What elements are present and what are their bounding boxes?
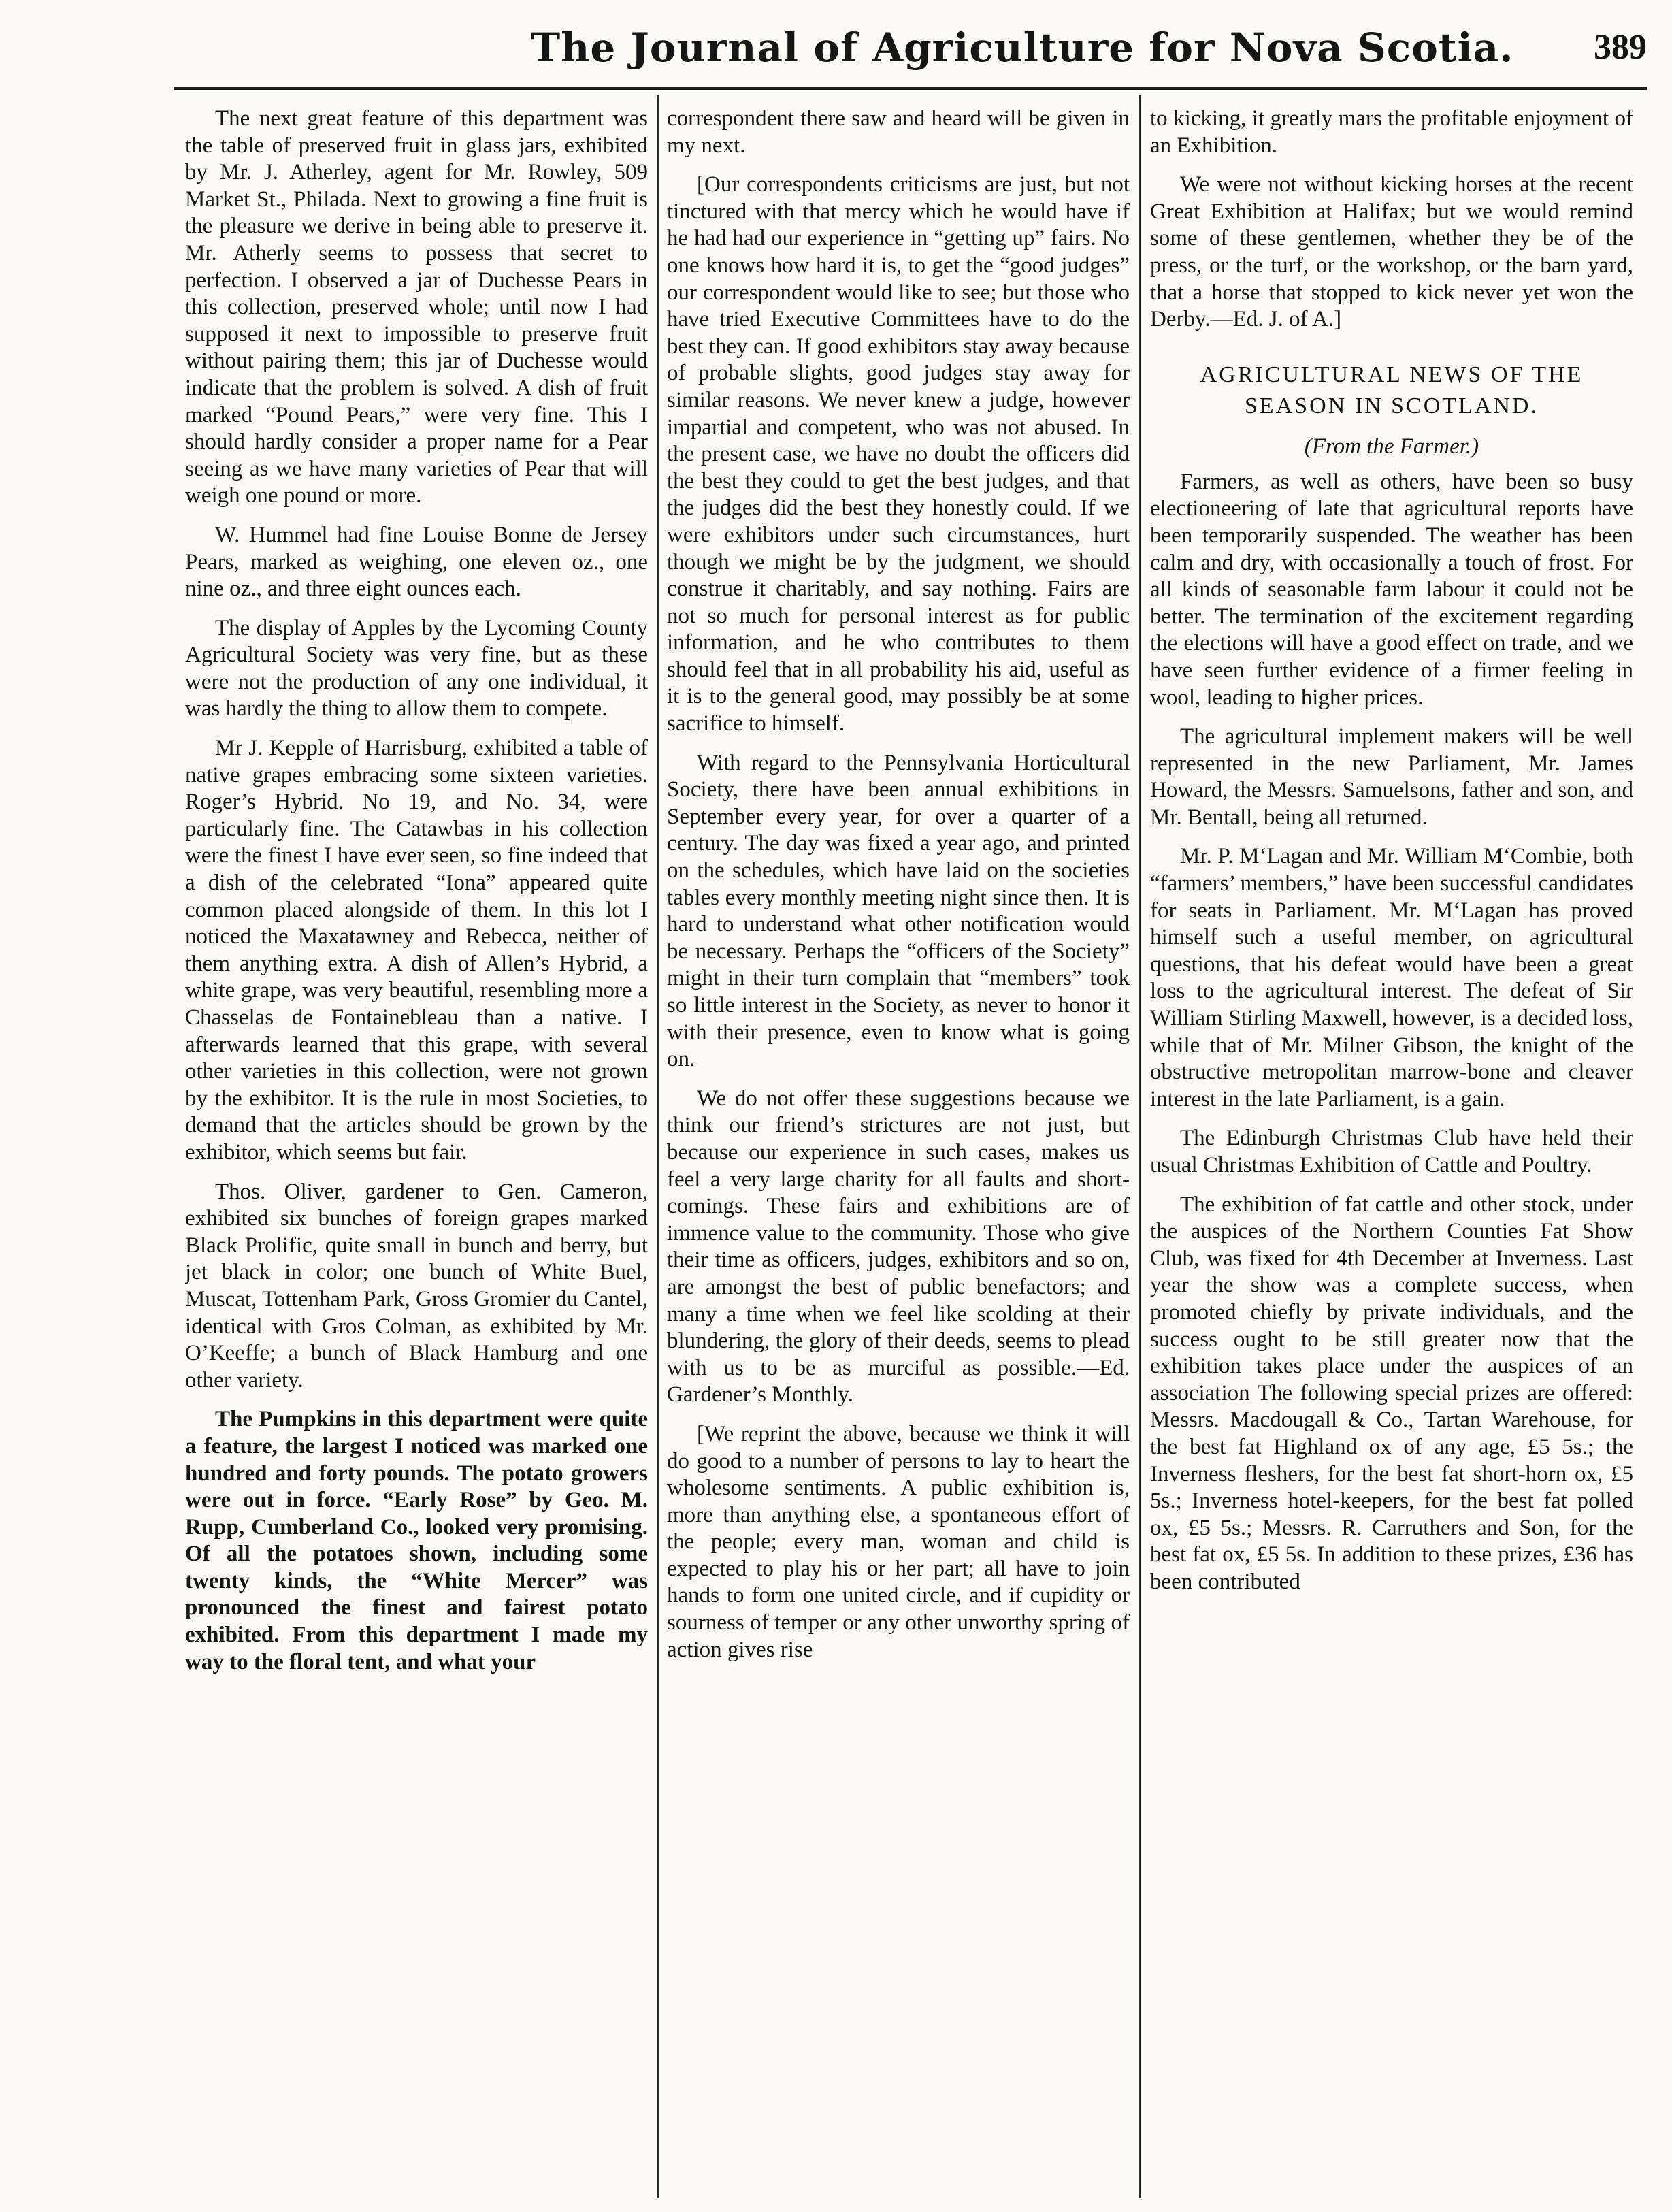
journal-title: The Journal of Agriculture for Nova Scotia. <box>531 25 1514 71</box>
header-rule <box>174 87 1647 90</box>
paragraph: Farmers, as well as others, have been so busy electioneering of late that agricultural reports have been temporarily suspended. The weather has been calm and dry, with occasionally a touch of frost. For all kinds of seasonable farm labour it could not be better. The termination of the excitement regarding the elections will have a good effect on trade, and we have seen further evidence of a firmer feeling in wool, leading to higher prices. <box>1150 469 1633 710</box>
paragraph: Mr J. Kepple of Harrisburg, exhibited a table of native grapes embracing some sixteen varieties. Roger’s Hybrid. No 19, and No. 34, were particularly fine. The Catawbas in his collection were the finest I have ever seen, so fine indeed that a dish of the celebrated “Iona” appeared quite common placed alongside of them. In this lot I noticed the Maxatawney and Rebecca, neither of them anything extra. A dish of Allen’s Hybrid, a white grape, was very beautiful, resembling more a Chasselas de Fontainebleau than a native. I afterwards learned that this grape, with several other varieties in this collection, were not grown by the exhibitor. It is the rule in most Societies, to demand that the articles should be grown by the exhibitor, which seems but fair. <box>185 736 648 1165</box>
paragraph: The Pumpkins in this department were quite a feature, the largest I noticed was marked one hundred and forty pounds. The potato growers were out in force. “Early Rose” by Geo. M. Rupp, Cumberland Co., looked very promising. Of all the potatoes shown, including some twenty kinds, the “White Mercer” was pronounced the finest and fairest potato exhibited. From this department I made my way to the floral tent, and what your <box>185 1407 648 1674</box>
paragraph: The exhibition of fat cattle and other stock, under the auspices of the Northern Counties Fat Show Club, was fixed for 4th December at Inverness. Last year the show was a complete success, when promoted chiefly by private individuals, and the success ought to be still greater now that the exhibition takes place under the auspices of an association The following special prizes are offered: Messrs. Macdougall & Co., Tartan Warehouse, for the best fat Highland ox of any age, £5 5s.; the Inverness fleshers, for the best fat short-horn ox, £5 5s.; Inverness hotel-keepers, for the best fat polled ox, £5 5s.; Messrs. R. Carruthers and Son, for the best fat ox, £5 5s. In addition to these prizes, £36 has been contributed <box>1150 1192 1633 1594</box>
paragraph: We do not offer these suggestions because we think our friend’s strictures are not just, but because our experience in such cases, makes us feel a very large charity for all faults and short-comings. These fairs and exhibitions are of immence value to the community. Those who give their time as officers, judges, exhibitors and so on, are amongst the best of public benefactors; and many a time when we feel like scolding at their blundering, the glory of their deeds, seems to plead with us to be as murciful as possible.—Ed. Gardener’s Monthly. <box>667 1086 1130 1408</box>
page-number: 389 <box>1594 28 1647 67</box>
paragraph: Thos. Oliver, gardener to Gen. Cameron, exhibited six bunches of foreign grapes marked Black Prolific, quite small in bunch and berry, but jet black in color; one bunch of White Buel, Muscat, Tottenham Park, Gross Gromier du Cantel, identical with Gros Colman, as exhibited by Mr. O’Keeffe; a bunch of Black Hamburg and one other variety. <box>185 1179 648 1393</box>
paragraph: correspondent there saw and heard will be given in my next. <box>667 106 1130 158</box>
column-divider <box>657 95 659 2198</box>
column-1 <box>185 105 648 2188</box>
editor-note: [We reprint the above, because we think it will do good to a number of persons to lay to heart the wholesome sentiments. A public exhibition is, more than anything else, a spontaneous effort of the people; every man, woman and child is expected to play his or her part; all have to join hands to form one united circle, and if cupidity or sourness of temper or any other unworthy spring of action gives rise <box>667 1421 1130 1662</box>
paragraph: The Edinburgh Christmas Club have held their usual Christmas Exhibition of Cattle and Poultry. <box>1150 1126 1633 1177</box>
paragraph: The agricultural implement makers will be well represented in the new Parliament, Mr. James Howard, the Messrs. Samuelsons, father and son, and Mr. Bentall, being all returned. <box>1150 724 1633 830</box>
paragraph: With regard to the Pennsylvania Horticultural Society, there have been annual exhibitions in September every year, for over a quarter of a century. The day was fixed a year ago, and printed on the schedules, which have laid on the societies tables every monthly meeting night since then. It is hard to understand what other notification would be necessary. Perhaps the “officers of the Society” might in their turn complain that “members” took so little interest in the Society, as never to honor it with their presence, even to know what is going on. <box>667 750 1130 1072</box>
column-divider <box>1139 95 1141 2198</box>
column-3 <box>1150 105 1633 2188</box>
section-heading: AGRICULTURAL NEWS OF THE SEASON IN SCOTLAND. <box>1200 361 1584 419</box>
paragraph: The next great feature of this department was the table of preserved fruit in glass jars, exhibited by Mr. J. Atherley, agent for Mr. Rowley, 509 Market St., Philada. Next to growing a fine fruit is the pleasure we derive in being able to preserve it. Mr. Atherly seems to possess that secret to perfection. I observed a jar of Duchesse Pears in this collection, preserved whole; until now I had supposed it next to impossible to preserve fruit without pairing them; this jar of Duchesse would indicate that the problem is solved. A dish of fruit marked “Pound Pears,” were very fine. This I should hardly consider a proper name for a Pear seeing as we have many varieties of Pear that will weigh one pound or more. <box>185 106 648 508</box>
paragraph: The display of Apples by the Lycoming County Agricultural Society was very fine, but as these were not the production of any one individual, it was hardly the thing to allow them to compete. <box>185 615 648 721</box>
paragraph: to kicking, it greatly mars the profitable enjoyment of an Exhibition. <box>1150 106 1633 158</box>
paragraph: Mr. P. M‘Lagan and Mr. William M‘Combie, both “farmers’ members,” have been successful candidates for seats in Parliament. Mr. M‘Lagan has proved himself such a useful member, on agricultural questions, that his defeat would have been a great loss to the agricultural interest. The defeat of Sir William Stirling Maxwell, however, is a decided loss, while that of Mr. Milner Gibson, the knight of the obstructive metropolitan marrow-bone and cleaver interest in the late Parliament, is a gain. <box>1150 844 1633 1111</box>
column-2 <box>667 105 1130 2188</box>
source-attribution: (From the Farmer.) <box>1304 434 1479 459</box>
editor-note: [Our correspondents criticisms are just, but not tinctured with that mercy which he would have if he had had our experience in “getting up” fairs. No one knows how hard it is, to get the “good judges” our correspondent would like to see; but those who have tried Executive Committees have to do the best they can. If good exhibitors stay away because of probable slights, good judges stay away for similar reasons. We never knew a judge, however impartial and competent, who was not abused. In the present case, we have no doubt the officers did the best they could to get the best judges, and that the judges did the best they honestly could. If we were exhibitors under such circumstances, hurt though we might be by the judgment, we should construe it charitably, and say nothing. Fairs are not so much for personal interest as for public information, and he who contributes to them should feel that in all probability his aid, useful as it is to the general good, may possibly be at some sacrifice to himself. <box>667 172 1130 736</box>
paragraph: We were not without kicking horses at the recent Great Exhibition at Halifax; but we would remind some of these gentlemen, whether they be of the press, or the turf, or the workshop, or the barn yard, that a horse that stopped to kick never yet won the Derby.—Ed. J. of A.] <box>1150 172 1633 332</box>
paragraph: W. Hummel had fine Louise Bonne de Jersey Pears, marked as weighing, one eleven oz., one nine oz., and three eight ounces each. <box>185 522 648 602</box>
page-header <box>170 20 1647 88</box>
